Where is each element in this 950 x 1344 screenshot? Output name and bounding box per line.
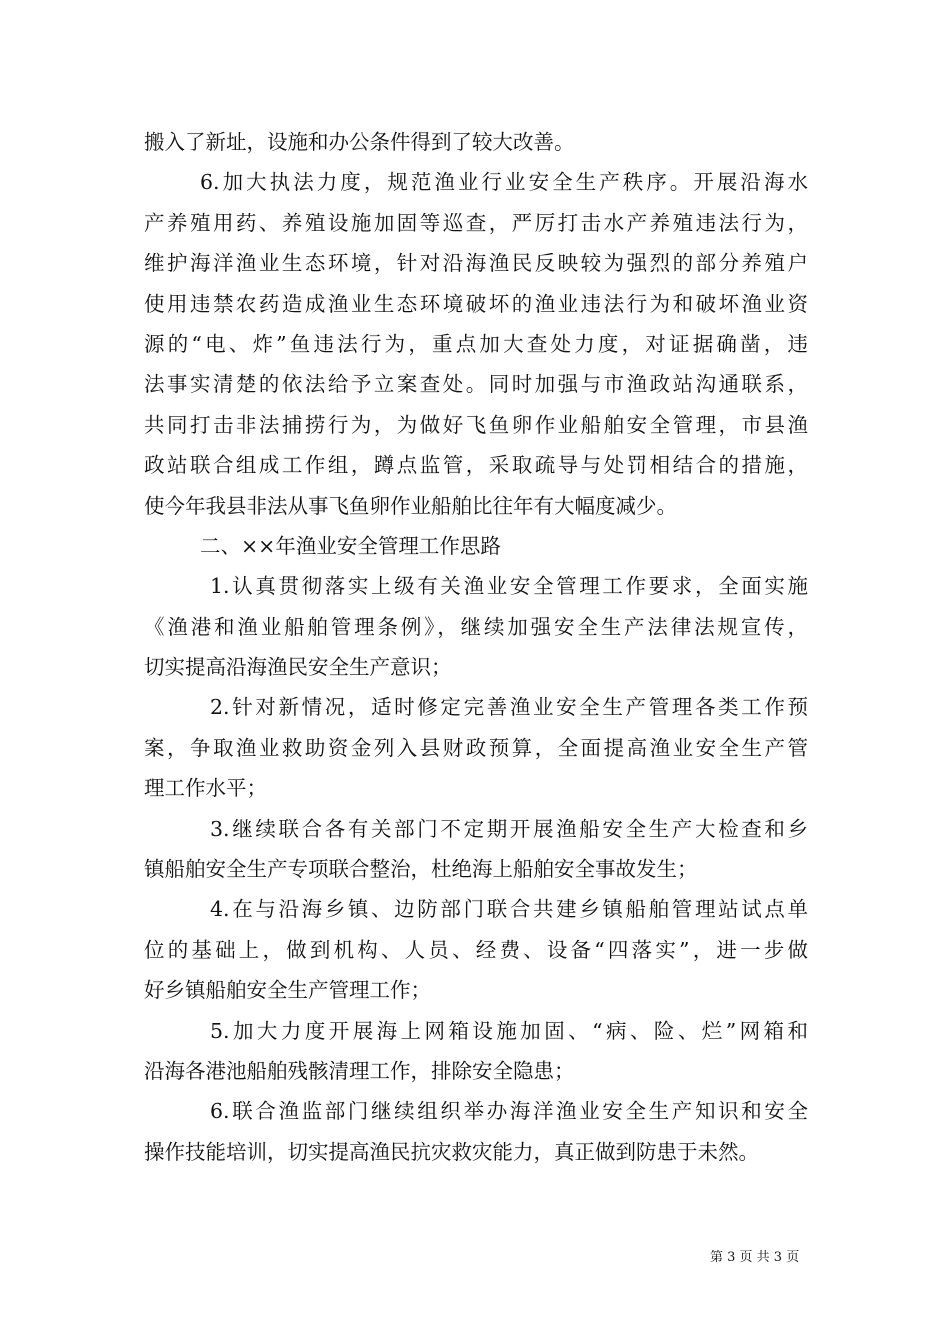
text-line: 维护海洋渔业生态环境，针对沿海渔民反映较为强烈的部分养殖户 — [144, 251, 808, 276]
text-line: 沿海各港池船舶残骸清理工作，排除安全隐患； — [144, 1058, 575, 1083]
text-line: 使今年我县非法从事飞鱼卵作业船舶比往年有大幅度减少。 — [144, 493, 677, 518]
text-line: 产养殖用药、养殖设施加固等巡查，严厉打击水产养殖违法行为， — [144, 210, 808, 235]
text-line: 切实提高沿海渔民安全生产意识； — [144, 655, 452, 680]
text-line: 5.加大力度开展海上网箱设施加固、“病、险、烂”网箱和 — [210, 1018, 808, 1043]
text-line: 共同打击非法捕捞行为，为做好飞鱼卵作业船舶安全管理，市县渔 — [144, 412, 808, 437]
text-line: 操作技能培训，切实提高渔民抗灾救灾能力，真正做到防患于未然。 — [144, 1139, 759, 1164]
text-line: 1.认真贯彻落实上级有关渔业安全管理工作要求，全面实施 — [210, 574, 808, 599]
section-heading: 二、××年渔业安全管理工作思路 — [200, 533, 501, 558]
text-line: 使用违禁农药造成渔业生态环境破坏的渔业违法行为和破坏渔业资 — [144, 291, 808, 316]
text-line: 6.加大执法力度，规范渔业行业安全生产秩序。开展沿海水 — [200, 170, 808, 195]
text-line: 6.联合渔监部门继续组织举办海洋渔业安全生产知识和安全 — [210, 1099, 808, 1124]
text-line: 源的“电、炸”鱼违法行为，重点加大查处力度，对证据确凿，违 — [144, 331, 808, 356]
text-line: 案，争取渔业救助资金列入县财政预算，全面提高渔业安全生产管 — [144, 735, 808, 760]
text-line: 政站联合组成工作组，蹲点监管，采取疏导与处罚相结合的措施， — [144, 453, 808, 478]
page-number-footer: 第 3 页 共 3 页 — [710, 1250, 800, 1265]
text-line: 好乡镇船舶安全生产管理工作； — [144, 978, 431, 1003]
text-line: 3.继续联合各有关部门不定期开展渔船安全生产大检查和乡 — [210, 816, 808, 841]
text-line: 4.在与沿海乡镇、边防部门联合共建乡镇船舶管理站试点单 — [210, 897, 808, 922]
text-line: 搬入了新址，设施和办公条件得到了较大改善。 — [144, 130, 575, 154]
text-line: 法事实清楚的依法给予立案查处。同时加强与市渔政站沟通联系， — [144, 372, 808, 397]
text-line: 2.针对新情况，适时修定完善渔业安全生产管理各类工作预 — [210, 695, 808, 720]
text-line: 理工作水平； — [144, 776, 267, 801]
text-line: 《渔港和渔业船舶管理条例》，继续加强安全生产法律法规宣传， — [144, 614, 808, 639]
document-body — [144, 122, 808, 1172]
text-line: 位的基础上，做到机构、人员、经费、设备“四落实”，进一步做 — [144, 937, 808, 962]
text-line: 镇船舶安全生产专项联合整治，杜绝海上船舶安全事故发生； — [144, 857, 698, 882]
